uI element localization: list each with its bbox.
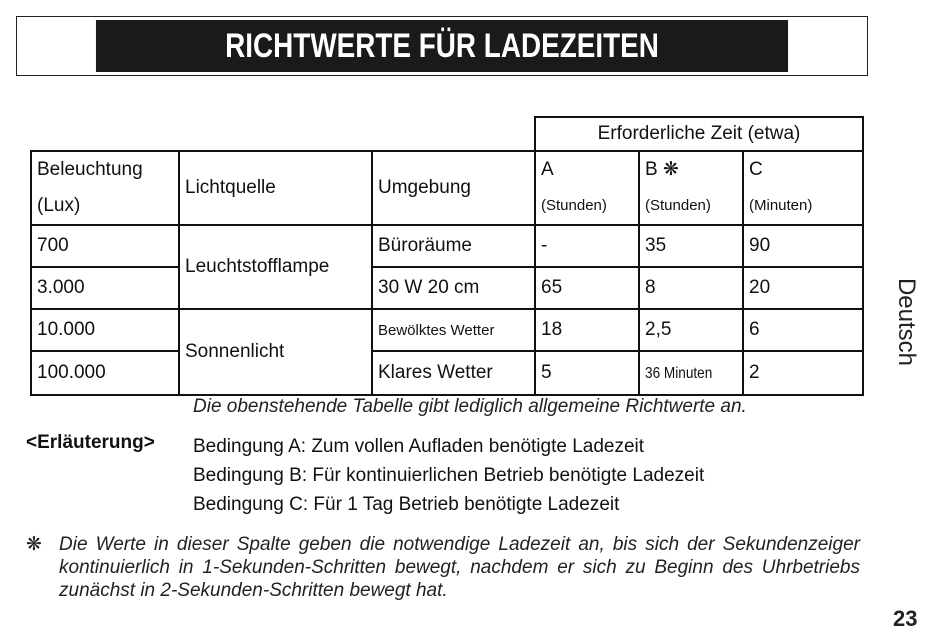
group-header-required-time: Erforderliche Zeit (etwa) bbox=[535, 117, 863, 151]
cell-b-text: 36 Minuten bbox=[645, 365, 713, 382]
cell-light-source: Sonnenlicht bbox=[179, 309, 372, 395]
header-illumination-line2: (Lux) bbox=[37, 195, 81, 216]
table-row bbox=[31, 309, 863, 351]
header-b bbox=[639, 151, 743, 225]
cell-lux: 10.000 bbox=[31, 309, 179, 351]
header-light-source: Lichtquelle bbox=[179, 151, 372, 225]
cell-b: 35 bbox=[639, 225, 743, 267]
charging-time-table bbox=[30, 116, 864, 396]
cell-lux: 700 bbox=[31, 225, 179, 267]
header-b-unit: (Stunden) bbox=[645, 197, 711, 214]
header-illumination bbox=[31, 151, 179, 225]
cell-lux: 3.000 bbox=[31, 267, 179, 309]
header-b-letter: B ❋ bbox=[645, 159, 679, 180]
cell-environment: 30 W 20 cm bbox=[372, 267, 535, 309]
cell-c: 6 bbox=[743, 309, 863, 351]
explanation-line: Bedingung B: Für kontinuierlichen Betrieb benötigte Ladezeit bbox=[193, 465, 705, 486]
cell-a: 65 bbox=[535, 267, 639, 309]
table-header-row bbox=[31, 151, 863, 225]
cell-light-source: Leuchtstofflampe bbox=[179, 225, 372, 309]
footnote-text: Die Werte in dieser Spalte geben die notwendige Ladezeit an, bis sich der Sekundenzeiger kontinuierlich in 1-Sekunden-Schritten bewegt, nachdem er sich zu Beginn des Uhrbetriebs zunächst in 2-Sekunden-Schritten bewegt hat. bbox=[59, 534, 860, 601]
footnote bbox=[26, 533, 860, 602]
header-environment: Umgebung bbox=[372, 151, 535, 225]
page-title: RICHTWERTE FÜR LADEZEITEN bbox=[225, 26, 659, 65]
asterisk-icon: ❋ bbox=[26, 534, 42, 555]
header-illumination-line1: Beleuchtung bbox=[37, 159, 143, 180]
header-a bbox=[535, 151, 639, 225]
cell-b: 2,5 bbox=[639, 309, 743, 351]
header-c-letter: C bbox=[749, 159, 763, 180]
explanation-lines bbox=[193, 432, 704, 519]
cell-c: 20 bbox=[743, 267, 863, 309]
cell-b bbox=[639, 351, 743, 395]
cell-lux: 100.000 bbox=[31, 351, 179, 395]
explanation-label: <Erläuterung> bbox=[26, 432, 155, 453]
language-side-label: Deutsch bbox=[893, 277, 920, 367]
table-note: Die obenstehende Tabelle gibt lediglich allgemeine Richtwerte an. bbox=[193, 396, 747, 417]
cell-c: 90 bbox=[743, 225, 863, 267]
header-a-unit: (Stunden) bbox=[541, 197, 607, 214]
table-row bbox=[31, 267, 863, 309]
cell-environment: Klares Wetter bbox=[372, 351, 535, 395]
title-frame bbox=[16, 16, 868, 76]
cell-c: 2 bbox=[743, 351, 863, 395]
cell-environment: Büroräume bbox=[372, 225, 535, 267]
cell-a: - bbox=[535, 225, 639, 267]
cell-b: 8 bbox=[639, 267, 743, 309]
explanation-line: Bedingung A: Zum vollen Aufladen benötigte Ladezeit bbox=[193, 436, 645, 457]
table-row bbox=[31, 351, 863, 395]
cell-a: 18 bbox=[535, 309, 639, 351]
header-c-unit: (Minuten) bbox=[749, 197, 813, 214]
table-row bbox=[31, 225, 863, 267]
header-c bbox=[743, 151, 863, 225]
header-a-letter: A bbox=[541, 159, 554, 180]
title-bar bbox=[96, 20, 788, 72]
page-number: 23 bbox=[893, 606, 918, 631]
explanation-line: Bedingung C: Für 1 Tag Betrieb benötigte Ladezeit bbox=[193, 494, 620, 515]
table-group-header-row bbox=[31, 117, 863, 151]
cell-environment: Bewölktes Wetter bbox=[372, 309, 535, 351]
cell-a: 5 bbox=[535, 351, 639, 395]
